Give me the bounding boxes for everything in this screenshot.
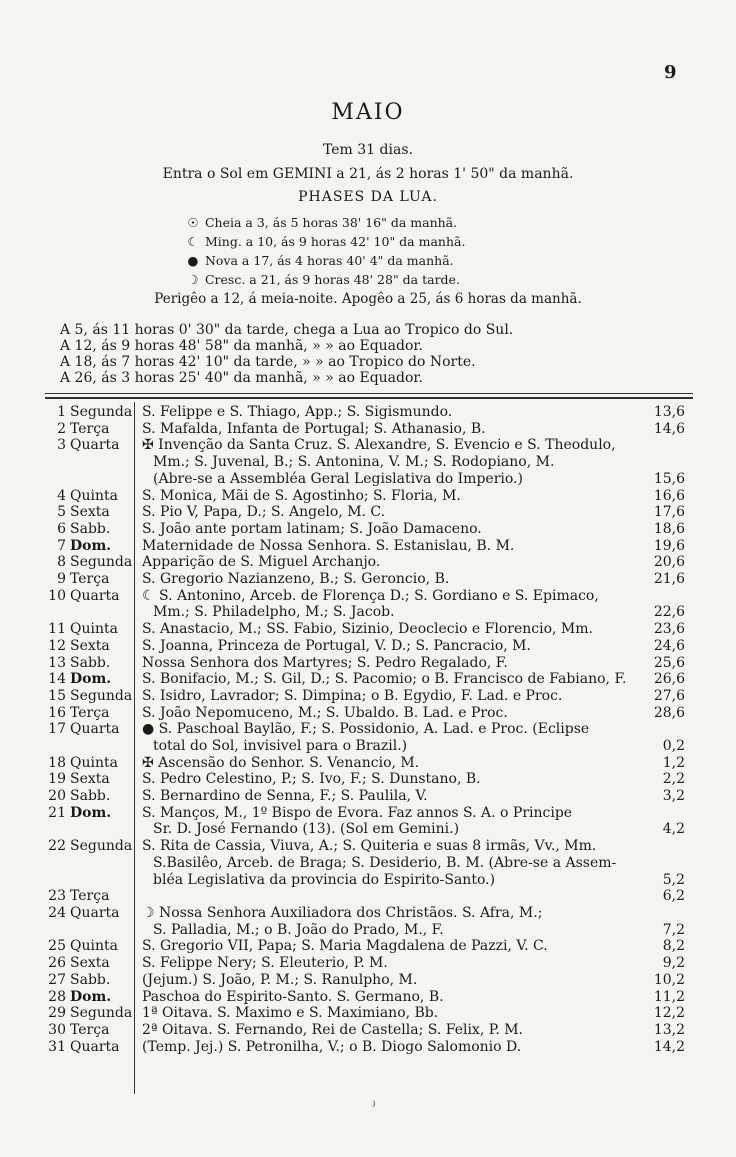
weekday: Quinta	[70, 754, 118, 771]
calendar-row	[45, 705, 685, 722]
calendar-row	[45, 554, 685, 571]
calendar-row	[45, 755, 685, 772]
moon-age: 11,2	[653, 988, 685, 1005]
days-count: Tem 31 dias.	[323, 142, 413, 158]
saints-line: S. Gregorio Nazianzeno, B.; S. Geroncio, B.	[142, 571, 450, 587]
day-number: 13	[48, 654, 66, 671]
day-number: 8	[57, 554, 66, 571]
calendar-row	[45, 671, 685, 688]
saints-line: 1ª Oitava. S. Maximo e S. Maximiano, Bb.	[142, 1005, 439, 1022]
day-number: 9	[57, 571, 66, 587]
day-number: 18	[48, 754, 66, 771]
calendar-row	[45, 838, 685, 888]
saints-line: S. Joanna, Princeza de Portugal, V. D.; S. Pancracio, M.	[142, 637, 531, 654]
day-number: 23	[48, 888, 66, 905]
calendar-row	[45, 1022, 685, 1039]
last-quarter-moon-icon: ☾	[187, 234, 199, 249]
weekday: Sexta	[70, 771, 110, 788]
day-number: 15	[48, 687, 66, 704]
saints-line: S. Bernardino de Senna, F.; S. Paulila, V.	[142, 788, 428, 805]
weekday: Segunda	[70, 687, 133, 704]
calendar-row	[45, 1005, 685, 1022]
saints-line: ☾ S. Antonino, Arceb. de Florença D.; S. Gordiano e S. Epimaco,	[142, 587, 599, 604]
footer-mark: ʲ	[372, 1098, 376, 1112]
saints-line: Apparição de S. Miguel Archanjo.	[142, 554, 381, 571]
saints-line: Sr. D. José Fernando (13). (Sol em Gemini.)	[153, 821, 460, 838]
weekday: Terça	[70, 1021, 110, 1038]
saints-line: ● S. Paschoal Baylão, F.; S. Possidonio, A. Lad. e Proc. (Eclipse	[142, 721, 590, 738]
weekday: Dom.	[70, 988, 112, 1005]
weekday: Terça	[70, 888, 110, 905]
calendar-row	[45, 888, 685, 905]
moon-age: 13,2	[653, 1021, 685, 1038]
calendar-row	[45, 938, 685, 955]
saints-line: S. Anastacio, M.; SS. Fabio, Sizinio, Deoclecio e Florencio, Mm.	[142, 621, 593, 638]
weekday: Dom.	[70, 804, 112, 821]
weekday: Sexta	[70, 504, 110, 521]
calendar-row	[45, 504, 685, 521]
saints-line: Nossa Senhora dos Martyres; S. Pedro Regalado, F.	[142, 654, 508, 671]
calendar-row	[45, 571, 685, 588]
moon-age: 18,6	[653, 520, 685, 537]
weekday: Quinta	[70, 938, 118, 955]
moon-age: 1,2	[662, 754, 685, 771]
day-number: 10	[48, 587, 66, 604]
weekday: Sabb.	[70, 971, 111, 988]
day-number: 30	[48, 1021, 66, 1038]
moon-age: 15,6	[653, 470, 685, 487]
day-number: 29	[48, 1005, 66, 1022]
calendar-row	[45, 621, 685, 638]
day-number: 22	[48, 838, 66, 855]
weekday: Quinta	[70, 621, 118, 638]
saints-line: S. Monica, Mãi de S. Agostinho; S. Floria, M.	[142, 487, 461, 504]
saints-line: S. Bonifacio, M.; S. Gil, D.; S. Pacomio; o B. Francisco de Fabiano, F.	[142, 671, 627, 688]
day-number: 6	[57, 520, 66, 537]
moon-age: 23,6	[653, 621, 685, 638]
calendar-row	[45, 655, 685, 672]
day-number: 11	[48, 621, 66, 638]
moon-age: 27,6	[653, 687, 685, 704]
weekday: Quinta	[70, 487, 118, 504]
moon-age: 3,2	[662, 788, 685, 805]
saints-line: Mm.; S. Philadelpho, M.; S. Jacob.	[153, 604, 395, 621]
weekday: Segunda	[70, 404, 133, 420]
weekday: Quarta	[70, 437, 120, 454]
day-number: 5	[57, 504, 66, 521]
saints-line: Mm.; S. Juvenal, B.; S. Antonina, V. M.; S. Rodopiano, M.	[153, 454, 555, 471]
weekday: Quarta	[70, 587, 120, 604]
moon-age: 2,2	[662, 771, 685, 788]
divider	[45, 393, 693, 394]
divider	[45, 397, 693, 399]
day-number: 1	[57, 404, 66, 420]
saints-line: S. Manços, M., 1º Bispo de Evora. Faz annos S. A. o Principe	[142, 804, 573, 821]
perigee-apogee: Perigêo a 12, á meia-noite. Apogêo a 25, ás 6 horas da manhã.	[154, 291, 582, 307]
day-number: 26	[48, 955, 66, 972]
calendar-row	[45, 972, 685, 989]
moon-age: 16,6	[653, 487, 685, 504]
saints-line: (Abre-se a Assembléa Geral Legislativa do Imperio.)	[153, 470, 523, 487]
day-number: 4	[57, 487, 66, 504]
calendar-row	[45, 688, 685, 705]
weekday: Quarta	[70, 905, 120, 921]
moon-age: 0,2	[662, 737, 685, 754]
calendar-row	[45, 1039, 685, 1056]
moon-age: 9,2	[662, 955, 685, 972]
month-title: MAIO	[331, 100, 405, 125]
first-quarter-moon-icon: ☽	[187, 272, 199, 287]
saints-line: Paschoa do Espirito-Santo. S. Germano, B.	[142, 988, 444, 1005]
day-number: 25	[48, 938, 66, 955]
tropic-line: A 26, ás 3 horas 25' 40" da manhã, » » ao Equador.	[60, 370, 424, 386]
moon-age: 20,6	[653, 554, 685, 571]
saints-line: S. Isidro, Lavrador; S. Dimpina; o B. Egydio, F. Lad. e Proc.	[142, 687, 563, 704]
moon-age: 10,2	[653, 971, 685, 988]
tropic-line: A 5, ás 11 horas 0' 30" da tarde, chega a Lua ao Tropico do Sul.	[60, 322, 514, 338]
calendar-row	[45, 788, 685, 805]
moon-age: 7,2	[662, 921, 685, 938]
moon-age: 13,6	[653, 404, 685, 420]
saints-line: S. Pedro Celestino, P.; S. Ivo, F.; S. Dunstano, B.	[142, 771, 481, 788]
moon-age: 14,6	[653, 420, 685, 437]
phase-full-moon	[185, 215, 457, 230]
weekday: Terça	[70, 571, 110, 587]
weekday: Segunda	[70, 838, 133, 855]
phase-text: Nova a 17, ás 4 horas 40' 4" da manhã.	[204, 253, 454, 268]
day-number: 27	[48, 971, 66, 988]
day-number: 12	[48, 637, 66, 654]
calendar-row	[45, 421, 685, 438]
calendar-row	[45, 638, 685, 655]
calendar-row	[45, 989, 685, 1006]
tropic-line: A 12, ás 9 horas 48' 58" da manhã, » » ao Equador.	[60, 338, 424, 354]
tropic-line: A 18, ás 7 horas 42' 10" da tarde, » » ao Tropico do Norte.	[60, 354, 476, 370]
moon-age: 21,6	[653, 571, 685, 587]
calendar-row	[45, 538, 685, 555]
day-number: 24	[48, 905, 66, 921]
saints-line: Maternidade de Nossa Senhora. S. Estanislau, B. M.	[142, 537, 515, 554]
saints-line: S. Palladia, M.; o B. João do Prado, M., F.	[153, 921, 444, 938]
saints-line: S.Basilêo, Arceb. de Braga; S. Desiderio, B. M. (Abre-se a Assem-	[153, 854, 617, 871]
day-number: 2	[57, 420, 66, 437]
moon-age: 26,6	[653, 671, 685, 688]
weekday: Segunda	[70, 1005, 133, 1022]
saints-line: S. João ante portam latinam; S. João Damaceno.	[142, 520, 482, 537]
moon-age: 24,6	[653, 637, 685, 654]
page-number: 9	[664, 62, 677, 83]
saints-line: bléa Legislativa da provincia do Espirito-Santo.)	[153, 871, 496, 888]
calendar-row	[45, 521, 685, 538]
day-number: 17	[48, 721, 66, 738]
phase-first-quarter	[185, 272, 460, 287]
calendar-row	[45, 805, 685, 838]
day-number: 20	[48, 788, 66, 805]
weekday: Sabb.	[70, 788, 111, 805]
phase-text: Cheia a 3, ás 5 horas 38' 16" da manhã.	[204, 215, 458, 230]
calendar-row	[45, 588, 685, 621]
saints-line: S. Gregorio VII, Papa; S. Maria Magdalena de Pazzi, V. C.	[142, 938, 548, 955]
weekday: Sabb.	[70, 654, 111, 671]
saints-line: S. Mafalda, Infanta de Portugal; S. Athanasio, B.	[142, 420, 486, 437]
day-number: 16	[48, 704, 66, 721]
moon-age: 17,6	[653, 504, 685, 521]
weekday: Sabb.	[70, 520, 111, 537]
weekday: Sexta	[70, 637, 110, 654]
sun-entry: Entra o Sol em GEMINI a 21, ás 2 horas 1' 50" da manhã.	[162, 166, 574, 182]
weekday: Dom.	[70, 671, 112, 688]
full-moon-icon: ☉	[187, 215, 199, 230]
calendar-row	[45, 905, 685, 938]
saints-line: S. João Nepomuceno, M.; S. Ubaldo. B. Lad. e Proc.	[142, 704, 508, 721]
moon-age: 14,2	[653, 1038, 685, 1055]
weekday: Dom.	[70, 537, 112, 554]
calendar-row	[45, 771, 685, 788]
moon-age: 12,2	[653, 1005, 685, 1022]
day-number: 31	[48, 1038, 66, 1055]
phase-new-moon	[185, 253, 454, 268]
moon-age: 25,6	[653, 654, 685, 671]
saints-line: (Temp. Jej.) S. Petronilha, V.; o B. Diogo Salomonio D.	[142, 1038, 522, 1055]
calendar-row	[45, 721, 685, 754]
day-number: 3	[57, 437, 66, 454]
calendar-row	[45, 955, 685, 972]
day-number: 14	[48, 671, 66, 688]
saints-line: 2ª Oitava. S. Fernando, Rei de Castella; S. Felix, P. M.	[142, 1021, 524, 1038]
saints-line: ☽ Nossa Senhora Auxiliadora dos Christãos. S. Afra, M.;	[142, 905, 543, 921]
saints-line: ✠ Ascensão do Senhor. S. Venancio, M.	[142, 754, 420, 771]
day-number: 21	[48, 804, 66, 821]
saints-line: S. Felippe Nery; S. Eleuterio, P. M.	[142, 955, 388, 972]
saints-line: S. Pio V, Papa, D.; S. Angelo, M. C.	[142, 504, 386, 521]
moon-age: 19,6	[653, 537, 685, 554]
saints-line: S. Felippe e S. Thiago, App.; S. Sigismundo.	[142, 404, 453, 420]
moon-age: 6,2	[662, 888, 685, 905]
calendar-row	[45, 488, 685, 505]
new-moon-icon: ●	[187, 253, 199, 268]
weekday: Quarta	[70, 1038, 120, 1055]
phase-last-quarter	[185, 234, 465, 249]
calendar-row	[45, 404, 685, 421]
moon-age: 5,2	[662, 871, 685, 888]
moon-age: 8,2	[662, 938, 685, 955]
calendar-row	[45, 437, 685, 487]
saints-line: S. Rita de Cassia, Viuva, A.; S. Quiteria e suas 8 irmãs, Vv., Mm.	[142, 838, 597, 855]
moon-age: 22,6	[653, 604, 685, 621]
saints-line: total do Sol, invisivel para o Brazil.)	[153, 737, 408, 754]
weekday: Terça	[70, 420, 110, 437]
day-number: 28	[48, 988, 66, 1005]
phase-text: Cresc. a 21, ás 9 horas 48' 28" da tarde.	[204, 272, 460, 287]
weekday: Quarta	[70, 721, 120, 738]
phase-text: Ming. a 10, ás 9 horas 42' 10" da manhã.	[204, 234, 466, 249]
weekday: Sexta	[70, 955, 110, 972]
moon-age: 4,2	[662, 821, 685, 838]
weekday: Segunda	[70, 554, 133, 571]
weekday: Terça	[70, 704, 110, 721]
saints-line: (Jejum.) S. João, P. M.; S. Ranulpho, M.	[142, 971, 418, 988]
saints-line: ✠ Invenção da Santa Cruz. S. Alexandre, S. Evencio e S. Theodulo,	[142, 437, 616, 454]
day-number: 19	[48, 771, 66, 788]
phases-title: PHASES DA LUA.	[298, 189, 438, 205]
moon-age: 28,6	[653, 704, 685, 721]
day-number: 7	[57, 537, 66, 554]
